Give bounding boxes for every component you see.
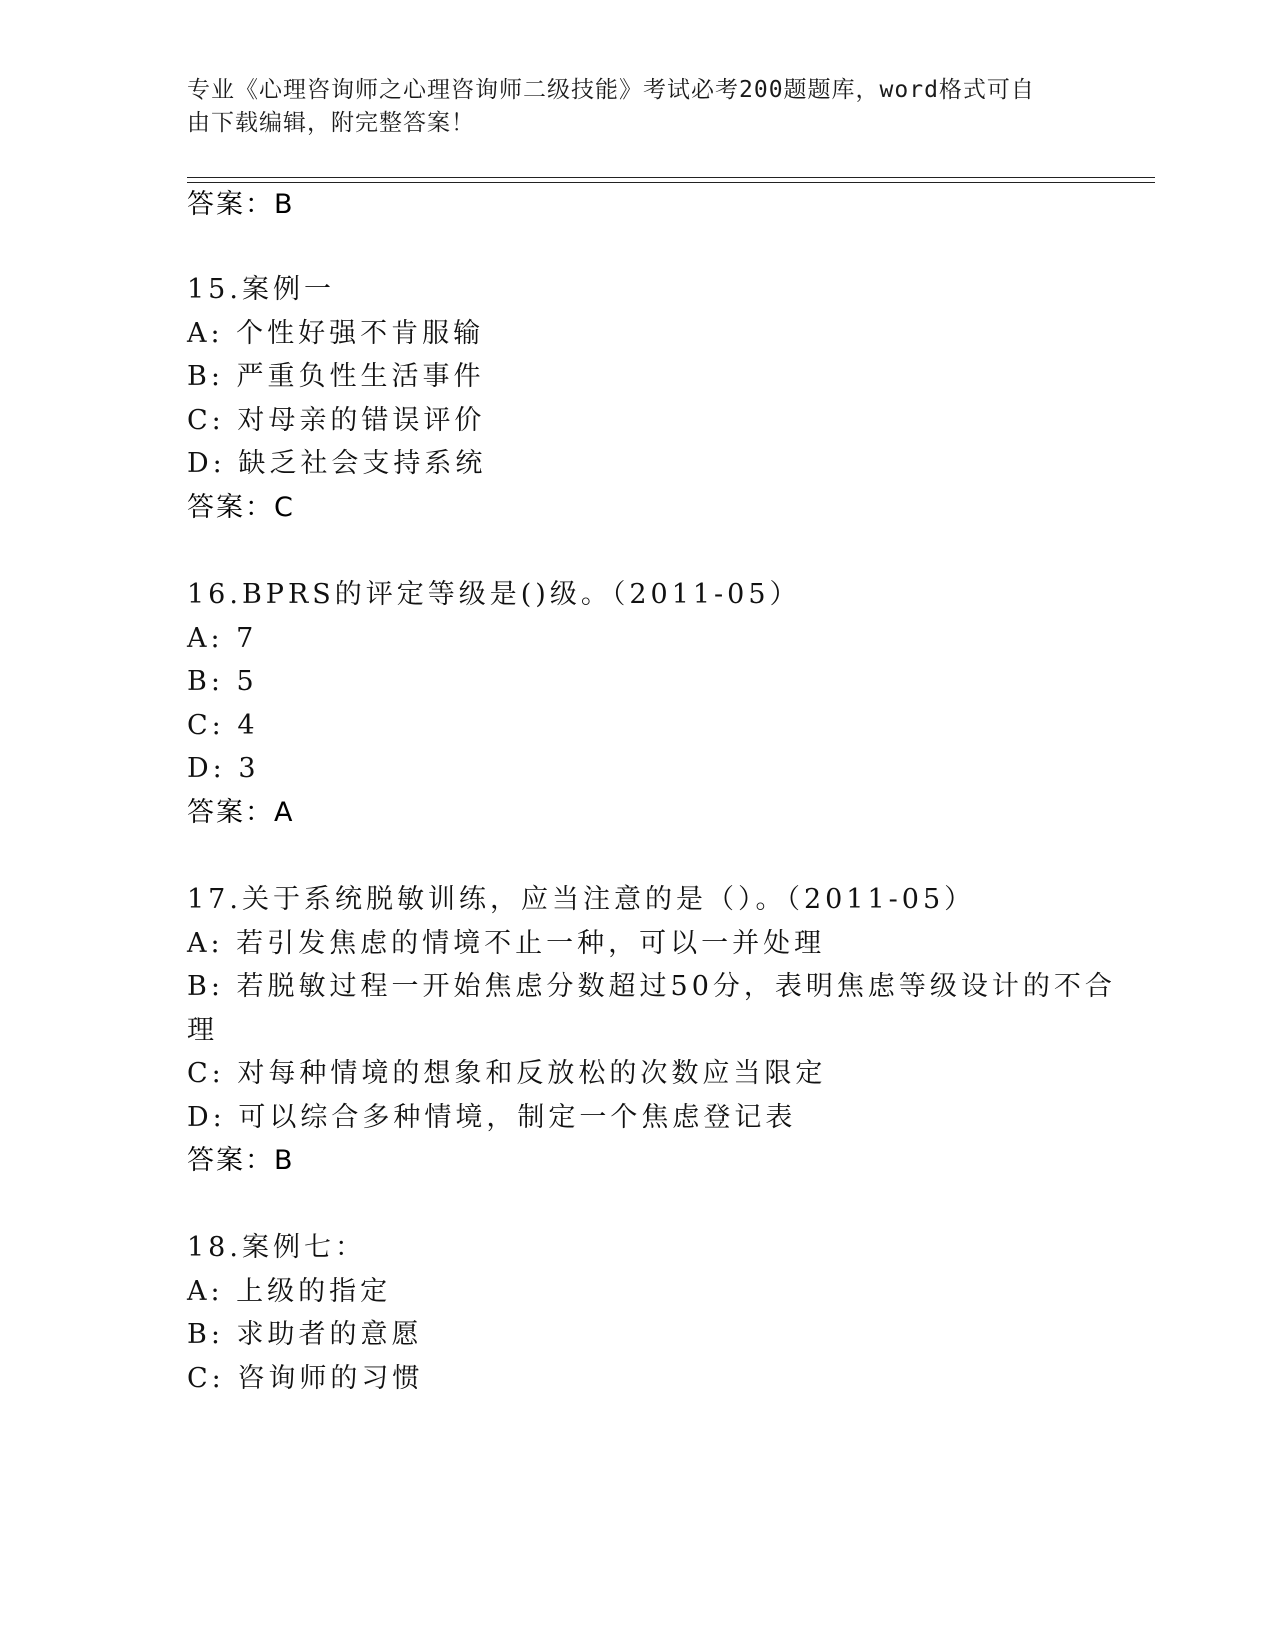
question-16-option-b: B: 5 [187,666,258,697]
question-17-option-c: C: 对每种情境的想象和反放松的次数应当限定 [187,1058,827,1089]
header-line-2: 由下载编辑，附完整答案！ [187,110,475,136]
answer-16: 答案：A [187,797,295,828]
question-17-stem: 17.关于系统脱敏训练，应当注意的是（）。（2011-05） [187,884,976,915]
answer-15: 答案：C [187,492,295,523]
question-15-option-c: C: 对母亲的错误评价 [187,405,486,436]
question-17-option-a: A: 若引发焦虑的情境不止一种，可以一并处理 [187,928,826,959]
question-15-option-d: D: 缺乏社会支持系统 [187,448,487,479]
question-15-option-b: B: 严重负性生活事件 [187,361,485,392]
question-15-stem: 15.案例一 [187,274,335,305]
answer-17: 答案：B [187,1145,295,1176]
page-header [187,74,1067,140]
question-16-option-a: A: 7 [187,623,258,654]
question-16-stem: 16.BPRS的评定等级是()级。（2011-05） [187,579,801,610]
header-divider [187,177,1155,183]
question-17-option-b-continued: 理 [187,1015,218,1046]
question-17-option-b: B: 若脱敏过程一开始焦虑分数超过50分，表明焦虑等级设计的不合 [187,971,1116,1002]
question-18-option-b: B: 求助者的意愿 [187,1319,423,1350]
question-15-option-a: A: 个性好强不肯服输 [187,318,485,349]
question-16-option-d: D: 3 [187,753,260,784]
question-17-option-d: D: 可以综合多种情境，制定一个焦虑登记表 [187,1102,797,1133]
answer-14: 答案：B [187,189,295,220]
question-18-stem: 18.案例七： [187,1232,366,1263]
question-16-option-c: C: 4 [187,710,259,741]
question-18-option-a: A: 上级的指定 [187,1276,392,1307]
question-18-option-c: C: 咨询师的习惯 [187,1363,424,1394]
header-line-1: 专业《心理咨询师之心理咨询师二级技能》考试必考200题题库，word格式可自 [187,77,1035,103]
